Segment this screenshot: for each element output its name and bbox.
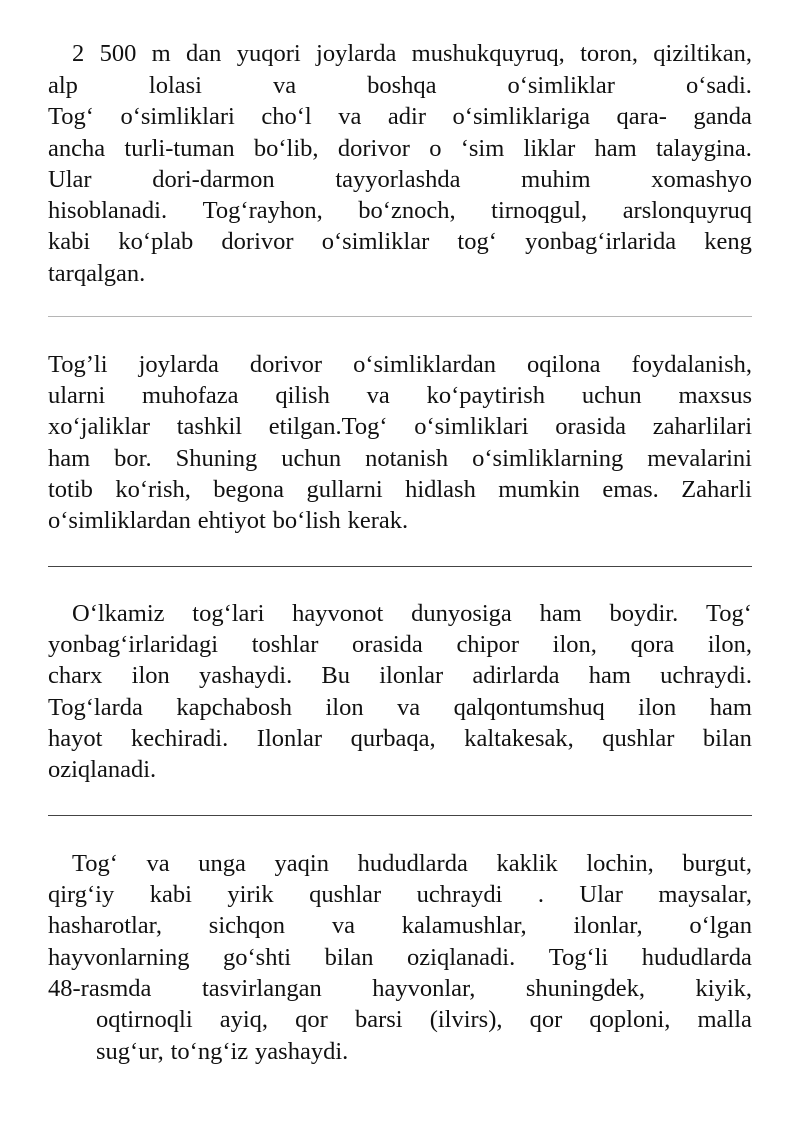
text-line: xo‘jaliklar tashkil etilgan.Tog‘ o‘simliklari orasida zaharlilari <box>48 413 752 440</box>
text-line: hasharotlar, sichqon va kalamushlar, ilonlar, o‘lgan <box>48 912 752 939</box>
text-line: oziqlanadi. <box>48 756 157 783</box>
section-divider <box>48 316 752 317</box>
text-line: charx ilon yashaydi. Bu ilonlar adirlarda ham uchraydi. <box>48 662 752 689</box>
section-divider <box>48 566 752 567</box>
text-line: kabi ko‘plab dorivor o‘simliklar tog‘ yonbag‘irlarida keng <box>48 228 752 255</box>
text-line: Tog‘larda kapchabosh ilon va qalqontumshuq ilon ham <box>48 694 752 721</box>
text-line: yonbag‘irlaridagi toshlar orasida chipor ilon, qora ilon, <box>48 631 752 658</box>
text-line: oqtirnoqli ayiq, qor barsi (ilvirs), qor qoploni, malla <box>96 1006 752 1033</box>
text-line: 2 500 m dan yuqori joylarda mushukquyruq, toron, qiziltikan, <box>72 40 752 67</box>
text-line: totib ko‘rish, begona gullarni hidlash mumkin emas. Zaharli <box>48 476 752 503</box>
section-divider <box>48 815 752 816</box>
text-line: 48-rasmda tasvirlangan hayvonlar, shuningdek, kiyik, <box>48 975 752 1002</box>
text-line: ham bor. Shuning uchun notanish o‘simliklarning mevalarini <box>48 445 752 472</box>
text-line: O‘lkamiz tog‘lari hayvonot dunyosiga ham boydir. Tog‘ <box>72 600 752 627</box>
text-line: o‘simliklardan ehtiyot bo‘lish kerak. <box>48 507 409 534</box>
text-line: hisoblanadi. Tog‘rayhon, bo‘znoch, tirnoqgul, arslonquyruq <box>48 197 752 224</box>
text-line: sug‘ur, to‘ng‘iz yashaydi. <box>96 1038 349 1065</box>
text-line: Tog‘ o‘simliklari cho‘l va adir o‘simliklariga qara- ganda <box>48 103 752 130</box>
text-line: hayvonlarning go‘shti bilan oziqlanadi. Tog‘li hududlarda <box>48 944 752 971</box>
text-line: tarqalgan. <box>48 260 146 287</box>
text-line: Tog’li joylarda dorivor o‘simliklardan oqilona foydalanish, <box>48 351 752 378</box>
text-line: hayot kechiradi. Ilonlar qurbaqa, kaltakesak, qushlar bilan <box>48 725 752 752</box>
text-line: ularni muhofaza qilish va ko‘paytirish uchun maxsus <box>48 382 752 409</box>
text-line: Tog‘ va unga yaqin hududlarda kaklik lochin, burgut, <box>72 850 752 877</box>
text-line: ancha turli-tuman bo‘lib, dorivor o ‘sim liklar ham talaygina. <box>48 135 752 162</box>
text-line: Ular dori-darmon tayyorlashda muhim xomashyo <box>48 166 752 193</box>
text-line: alp lolasi va boshqa o‘simliklar o‘sadi. <box>48 72 752 99</box>
text-line: qirg‘iy kabi yirik qushlar uchraydi . Ular maysalar, <box>48 881 752 908</box>
